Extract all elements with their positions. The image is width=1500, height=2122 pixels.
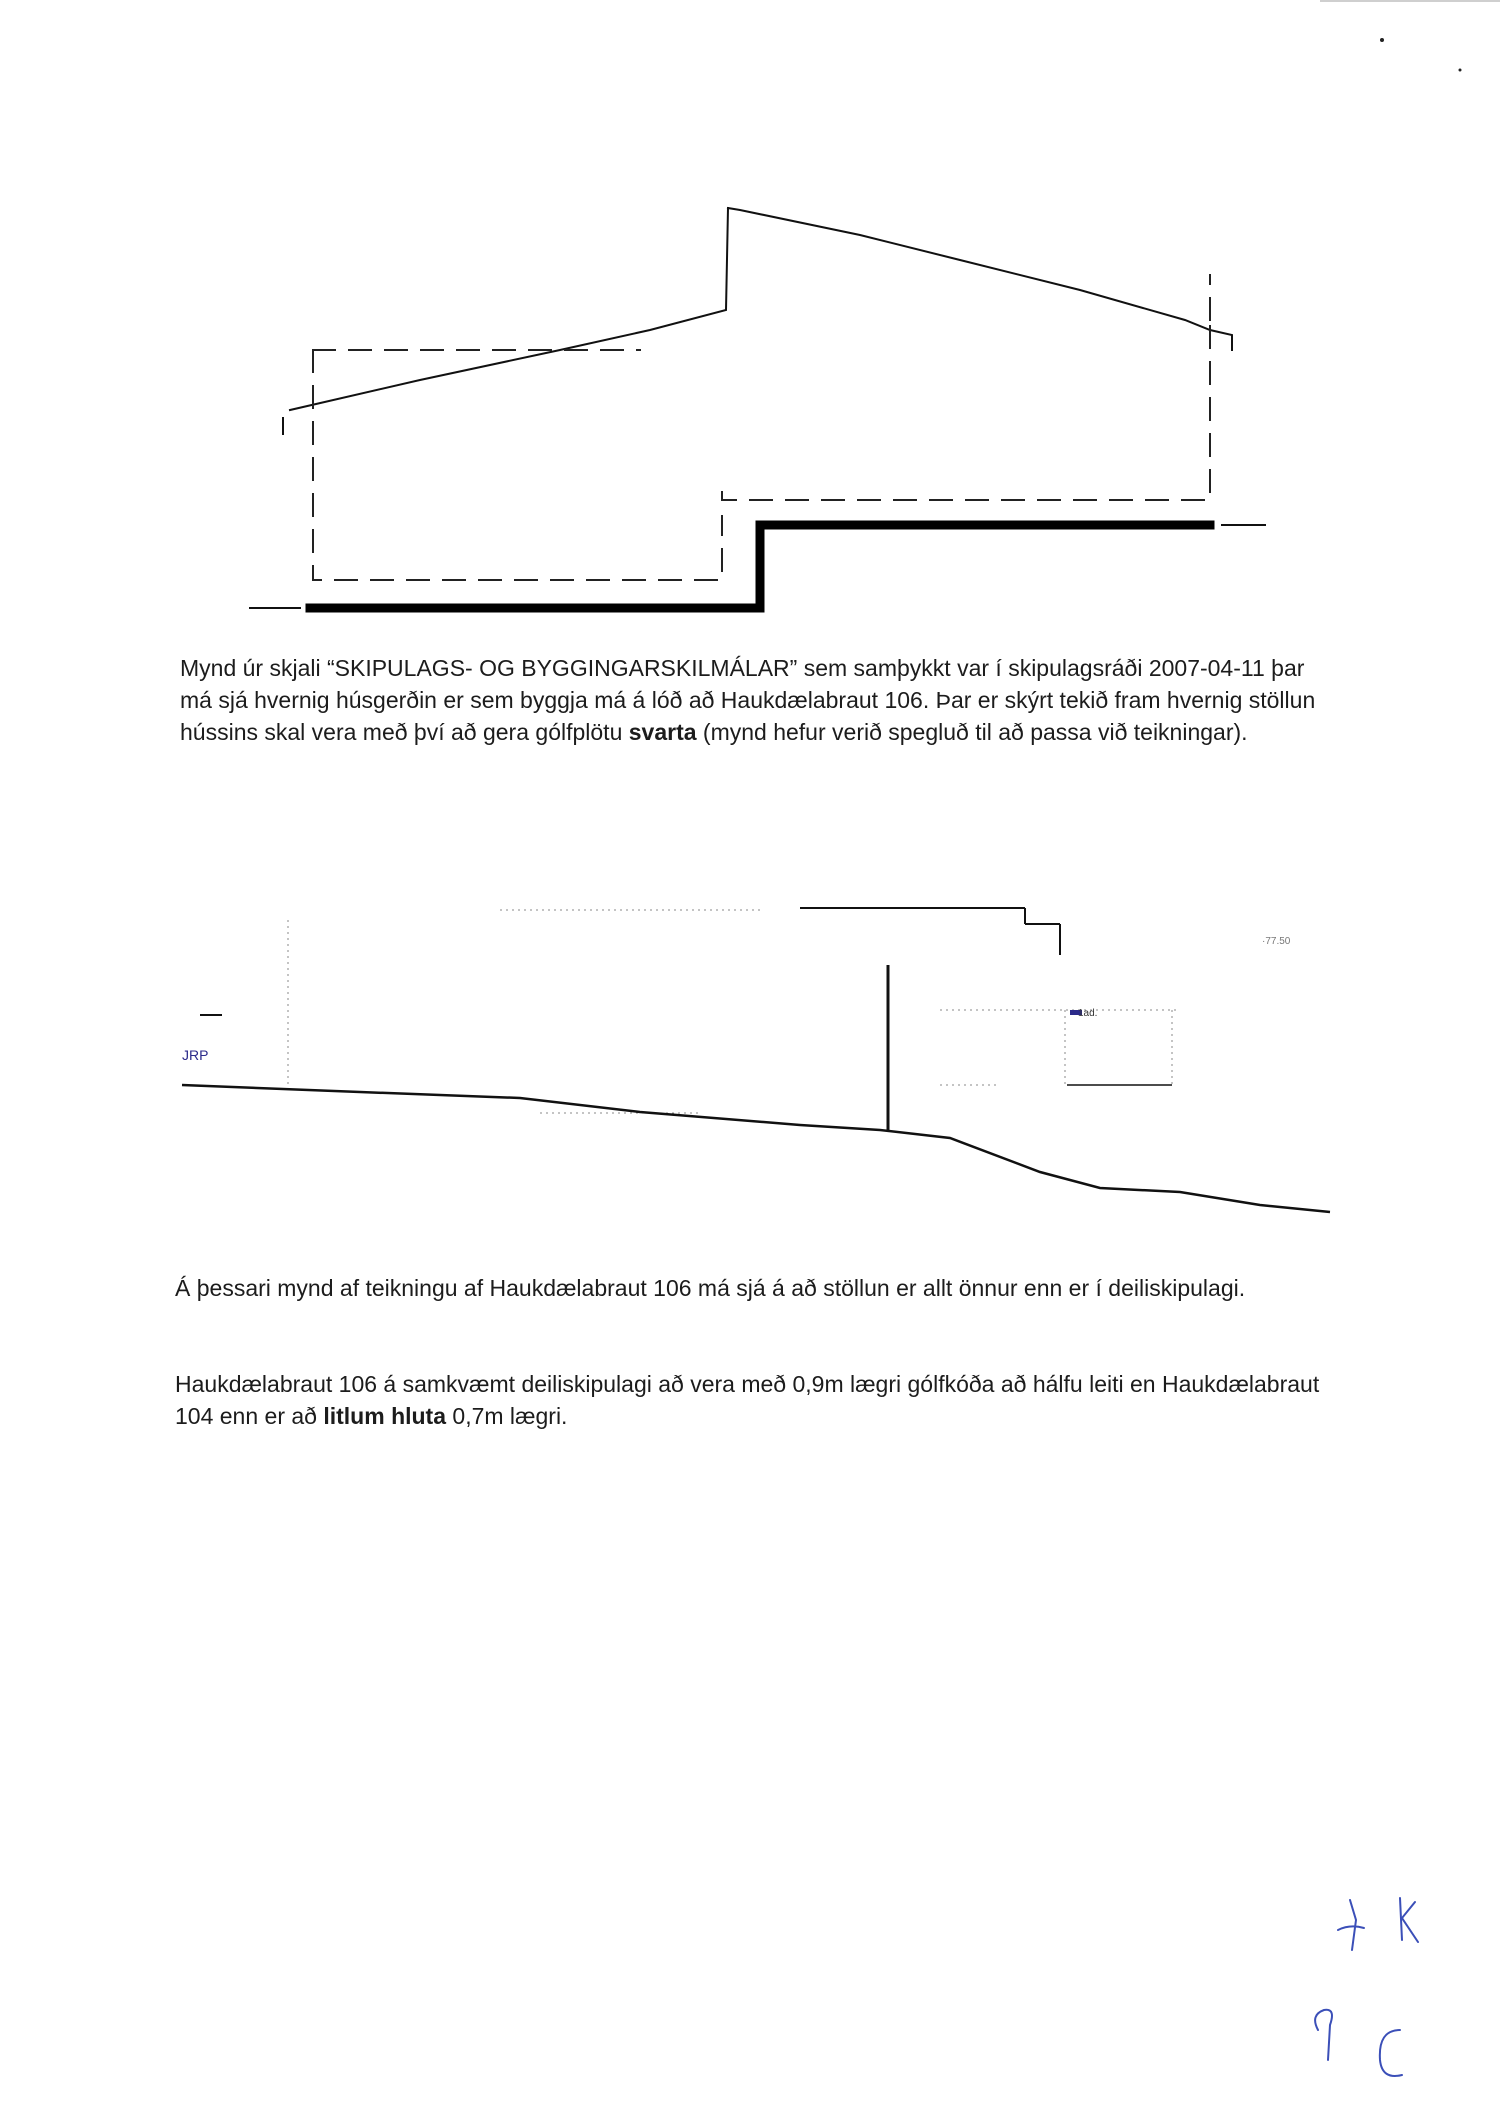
paragraph-2-bold: litlum hluta <box>323 1403 447 1429</box>
drawing-section-figure <box>0 860 1500 1250</box>
paragraph-2-part1: Haukdælabraut 106 á samkvæmt deiliskipulagi að vera með 0,9m lægri gólfkóða að hálfu leiti en Haukdælabraut 104 enn er að <box>175 1371 1320 1429</box>
paragraph-1-text: Á þessari mynd af teikningu af Haukdælabraut 106 má sjá á að stöllun er allt önnur enn er í deiliskipulagi. <box>175 1275 1246 1301</box>
initial-stroke-5 <box>1315 2010 1332 2060</box>
caption-text-part1: Mynd úr skjali “SKIPULAGS- OG BYGGINGARSKILMÁLAR” sem samþykkt var í skipulagsráði 2007-04-11 þar má sjá hvernig húsgerðin er sem byggja má á lóð að Haukdælabraut 106. Þar er skýrt tekið fram hvernig stöllun hússins skal vera með því að gera gólfplötu <box>180 655 1316 745</box>
initial-stroke-1 <box>1350 1900 1356 1950</box>
initial-stroke-2 <box>1338 1926 1364 1930</box>
paragraph-2 <box>175 1368 1325 1432</box>
scan-specks <box>1370 30 1470 80</box>
top-edge-rule <box>1320 0 1500 2</box>
handwritten-initials <box>1290 1880 1470 2100</box>
initial-stroke-4 <box>1402 1902 1418 1942</box>
speck-1 <box>1380 38 1384 42</box>
drawing-label-mid: 1ad. <box>1078 1008 1098 1019</box>
drawing-label-left: JRP <box>182 1047 209 1063</box>
floor-slab-thick <box>310 525 1210 608</box>
roof-right-slope <box>728 208 1232 350</box>
zoning-section-figure <box>0 180 1500 620</box>
dashed-step <box>722 320 1210 500</box>
drawing-label-right: ·77.50 <box>1262 936 1291 947</box>
initial-stroke-6 <box>1380 2030 1402 2076</box>
speck-2 <box>1459 69 1462 72</box>
caption-bold-word: svarta <box>628 719 697 745</box>
roof-left-slope <box>290 208 728 410</box>
dashed-left-wall <box>313 350 722 580</box>
caption-text-part2: (mynd hefur verið spegluð til að passa við teikningar). <box>696 719 1248 745</box>
terrain-line <box>182 1085 1330 1212</box>
paragraph-1 <box>175 1272 1325 1304</box>
figure-1-caption <box>180 652 1330 748</box>
paragraph-2-part2: 0,7m lægri. <box>446 1403 568 1429</box>
